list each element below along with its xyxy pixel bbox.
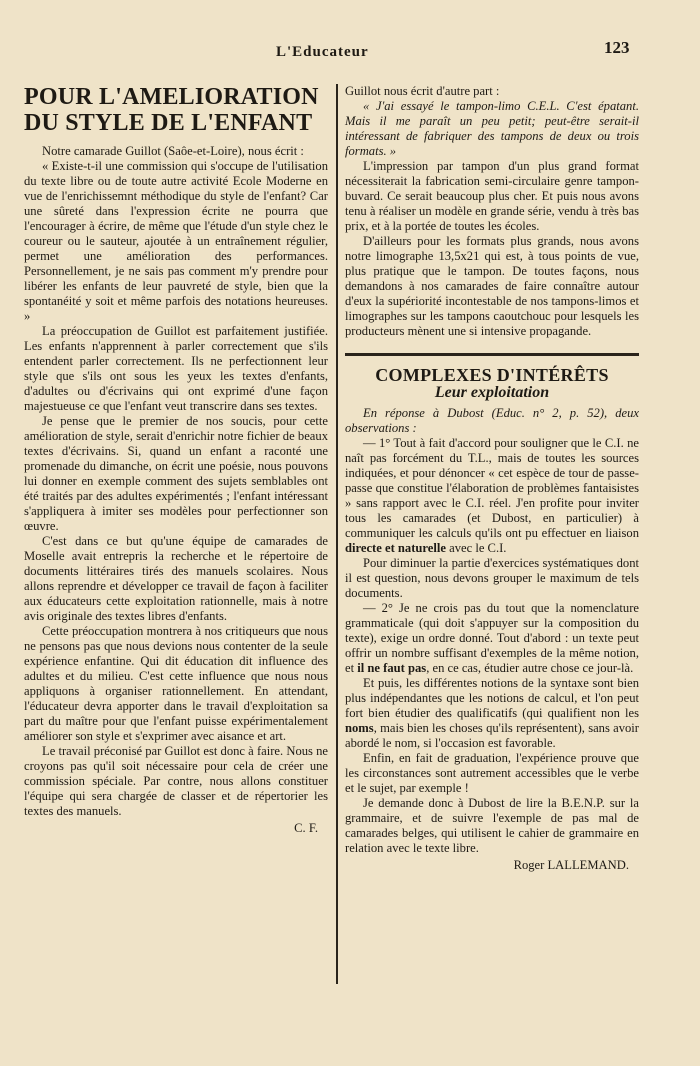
section-author: Roger LALLEMAND.	[513, 858, 629, 872]
article-title-line2: DU STYLE DE L'ENFANT	[24, 110, 313, 136]
section-paragraph-5: Enfin, en fait de graduation, l'expérience prouve que les circonstances sont autrement accessibles que le verbe et le sujet, par exemple !	[345, 751, 639, 795]
emphasis-text: noms	[345, 721, 374, 735]
section-intro: En réponse à Dubost (Educ. n° 2, p. 52), deux observations :	[345, 406, 639, 435]
section-paragraph-6: Je demande donc à Dubost de lire la B.E.N.P. sur la grammaire, et de suivre l'exemple de pas mal de camarades belges, qui utilisent le cahier de grammaire en relation avec le texte libre.	[345, 796, 639, 855]
article-paragraph: Je pense que le premier de nos soucis, pour cette amélioration de style, serait d'enrichir notre fichier de beaux textes d'écrivains. Si, quand un enfant a raconté une promenade du dimanche, on écrit une poésie, nous pouvons lui donner en exemple comment des sujets semblables ont été traités par des adultes expérimentés ; l'enfant intéressant s'appliquera à imiter ses modèles pour perfectionner son œuvre.	[24, 414, 328, 533]
article-paragraph: Le travail préconisé par Guillot est donc à faire. Nous ne croyons pas qu'il soit nécessaire pour cela de créer une commission spéciale. Par contre, nous allons constituer l'équipe qui sera chargée de classer et de répertorier les textes des manuels.	[24, 744, 328, 818]
running-head: L'Educateur	[276, 44, 369, 60]
section-paragraph-3	[345, 601, 639, 676]
page-number: 123	[604, 38, 630, 57]
page-header	[0, 36, 700, 66]
section-paragraph-4	[345, 676, 639, 751]
article-paragraph: La préoccupation de Guillot est parfaitement justifiée. Les enfants n'apprennent à parler correctement que s'ils entendent parler correctement. Ils ne perfectionnent leur style que s'ils ont sous les yeux les textes d'enfants, d'adultes ou d'écrivains qui ont exprimé d'une façon majestueuse ce que l'enfant veut transcrire dans ses textes.	[24, 324, 328, 413]
text-run: Et puis, les différentes notions de la syntaxe sont bien plus indépendantes que les notions de calcul, et l'on peut fort bien étudier des qualificatifs (qui qualifient non les	[345, 676, 639, 720]
section-divider	[345, 353, 639, 356]
article-signature: C. F.	[294, 821, 318, 835]
section-subtitle: Leur exploitation	[434, 384, 550, 401]
article-quote: « Existe-t-il une commission qui s'occupe de l'utilisation du texte libre ou de toute autre activité Ecole Moderne en vue de l'enrichissemnt méthodique du style de l'enfant? Car une sûreté dans l'expression écrite ne pourra que l'encourager à écrire, de même que l'étude d'un style chez le coureur ou le sauteur, ajoutée à un entraînement régulier, permet une amélioration des performances. Personnellement, je ne sais pas comment m'y prendre pour libérer les enfants de leur pauvreté de style, bien que la spontanéité y soit et même parfois des notations heureuses. »	[24, 159, 328, 323]
article-paragraph: Cette préoccupation montrera à nos critiqueurs que nous ne pensons pas que nous devions nous contenter de la seule expérience enfantine. Qui dit éducation dit influence des adultes et du milieu. C'est cette influence que nous nous appliquons à organiser rationnellement. En attendant, l'éducateur devra apporter dans le travail d'exploitation sa part du maître pour que l'enfant puisse expérimentalement améliorer son style et s'exprimer avec aisance et art.	[24, 624, 328, 743]
text-run: avec le C.I.	[445, 541, 507, 555]
text-run: — 1° Tout à fait d'accord pour souligner que le C.I. ne naît pas forcément du T.L., mais de toutes les sources indiquées, et pour dénoncer « cet espèce de tour de passe-passe que constitue l'élaboration de problèmes fantaisistes » sans rapport avec le C.I. réel. J'en profite pour inviter tous les camarades (et Dubost, en particulier) à communiquer les calculs qu'ils ont pu effectuer en liaison	[345, 436, 639, 540]
right-column	[345, 84, 639, 873]
letter-paragraph: D'ailleurs pour les formats plus grands, nous avons notre limographe 13,5x21 qui est, à tous points de vue, plus pratique que le tampon. De toutes façons, nous demandons à nos camarades de faire connaître autour d'eux la supériorité incontestable de nos tampons-limos et limographes sur les tampons caoutchouc pour lesquels les producteurs mènent une si intensive propagande.	[345, 234, 639, 338]
text-run: , en ce cas, étudier autre chose ce jour-là.	[426, 661, 634, 675]
left-column	[24, 84, 328, 836]
text-run: , mais bien les choses qu'ils représentent), sans avoir abordé le nom, si l'occasion est favorable.	[345, 721, 639, 750]
article-paragraph: C'est dans ce but qu'une équipe de camarades de Moselle avait entrepris la recherche et le répertoire de documents littéraires tirés des manuels scolaires. Nous allons reprendre et développer ce travail de façon à faciliter aux éducateurs cette exploitation rationnelle, mais à notre avis originale des textes libres d'enfants.	[24, 534, 328, 623]
article-intro: Notre camarade Guillot (Saôe-et-Loire), nous écrit :	[42, 144, 304, 158]
section-paragraph-1	[345, 436, 639, 556]
letter-quote: « J'ai essayé le tampon-limo C.E.L. C'est épatant. Mais il me paraît un peu petit; peut-être serait-il intéressant de fabriquer des tampons de deux ou trois formats. »	[345, 99, 639, 158]
section-title: COMPLEXES D'INTÉRÊTS	[375, 365, 609, 385]
letter-intro: Guillot nous écrit d'autre part :	[345, 84, 500, 98]
emphasis-text: il ne faut pas	[357, 661, 427, 675]
letter-paragraph: L'impression par tampon d'un plus grand format nécessiterait la fabrication semi-circulaire genre tampon-buvard. Ce serait beaucoup plus cher. Et puis nous avons tenu à réaliser un modèle en grande série, vendu à très bas prix, et à la portée de toutes les écoles.	[345, 159, 639, 233]
column-divider	[336, 84, 338, 984]
article-title-line1: POUR L'AMELIORATION	[24, 84, 319, 110]
section-paragraph-2: Pour diminuer la partie d'exercices systématiques dont il est question, nous devons grouper le maximum de tels documents.	[345, 556, 639, 600]
emphasis-text: directe et naturelle	[345, 541, 446, 555]
text-run: — 2° Je ne crois pas du tout que la nomenclature grammaticale (qui doit s'appuyer sur la composition du texte), exige un ordre donné. Tout d'abord : un texte peut offrir un nombre suffisant d'exemples de la même notion, et	[345, 601, 639, 675]
article-title	[24, 84, 328, 136]
